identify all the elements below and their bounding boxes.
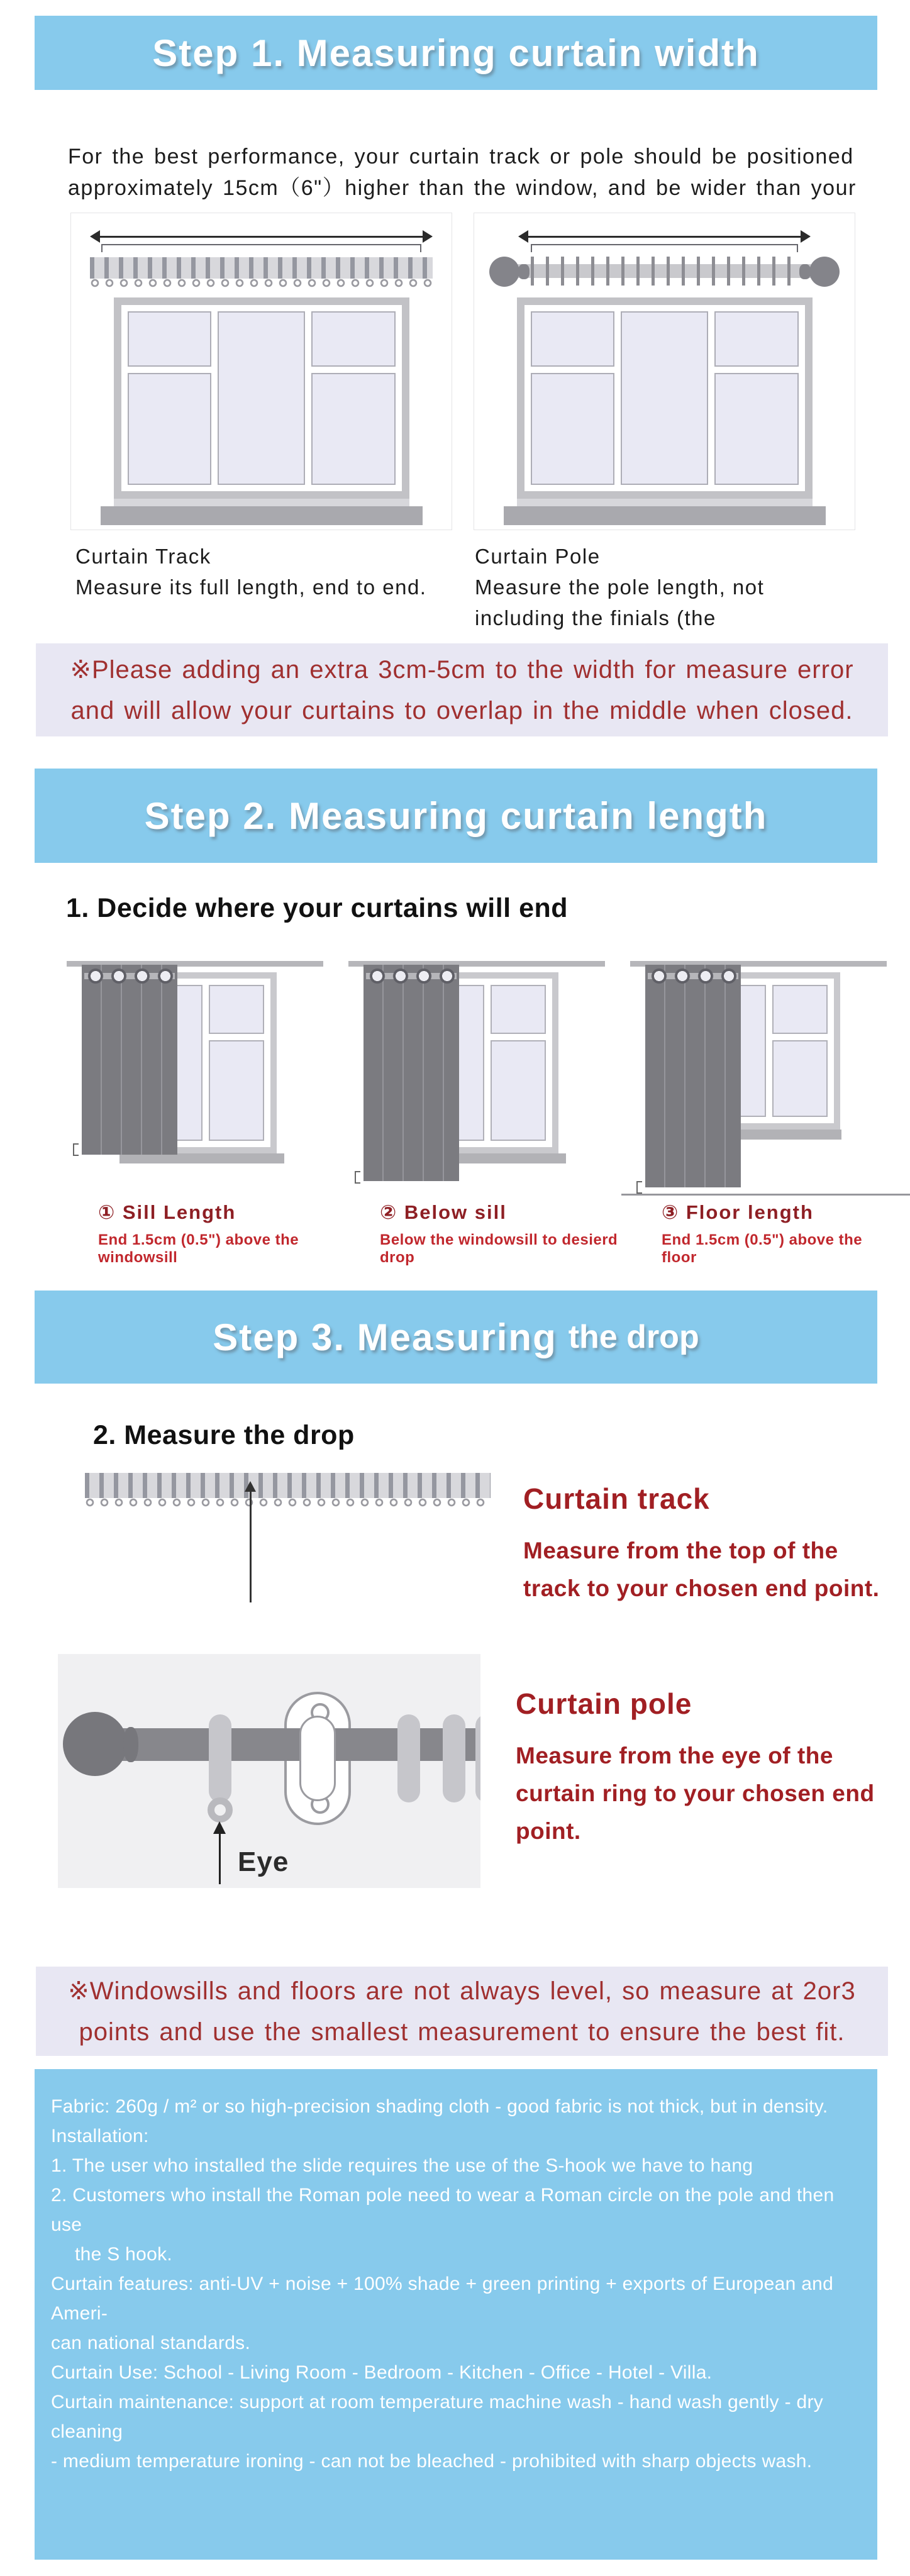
curtain-pole-text-line3: point. — [516, 1818, 581, 1844]
step2-heading: 1. Decide where your curtains will end — [66, 893, 569, 923]
curtain-ring — [209, 1714, 231, 1802]
installation-heading-line: Installation: — [51, 2126, 149, 2146]
window-sill — [101, 506, 423, 525]
curtain-track-instructions — [523, 1473, 879, 1607]
window-right-column — [491, 985, 546, 1141]
window-pane — [311, 373, 395, 485]
curtain-panel — [363, 965, 459, 1181]
curtain-track-text — [523, 1532, 879, 1607]
curtain-pole-figure — [474, 213, 855, 530]
window-right-column — [209, 985, 264, 1141]
window-pane — [772, 985, 828, 1034]
window-pane — [218, 311, 306, 485]
curtain-ring — [475, 1714, 480, 1802]
below-sill-title: ② Below sill — [380, 1201, 507, 1223]
window-sill — [504, 506, 826, 525]
window-pane — [128, 311, 211, 367]
window-right-column — [772, 985, 828, 1117]
window-pane — [311, 311, 395, 367]
sill-length-caption — [63, 1201, 345, 1267]
width-note-box — [36, 643, 888, 736]
use-line: Curtain Use: School - Living Room - Bedroom - Kitchen - Office - Hotel - Villa. — [51, 2362, 713, 2383]
curtain-track-caption-title: Curtain Track — [75, 545, 211, 568]
window-pane — [491, 1040, 546, 1141]
step1-figure-row — [70, 213, 855, 530]
installation-step2-continued-line: the S hook. — [75, 2244, 173, 2265]
window-sill-ledge — [517, 499, 813, 506]
step2-figure-row — [63, 951, 897, 1267]
window-left-column — [531, 311, 614, 485]
pole-neck-right — [799, 264, 811, 279]
pole-measuring-section — [58, 1654, 875, 1888]
curtain-pole-text — [516, 1737, 875, 1850]
window-pane — [531, 311, 614, 367]
step2-banner-title: Step 2. Measuring curtain length — [144, 794, 768, 837]
installation-step2-line: 2. Customers who install the Roman pole need to wear a Roman circle on the pole and then use — [51, 2185, 835, 2235]
up-arrow-icon — [219, 1831, 221, 1884]
measure-tick-icon — [636, 1181, 642, 1194]
double-arrow-icon — [99, 236, 424, 238]
curtain-panel — [82, 965, 177, 1155]
window-pane — [128, 373, 211, 485]
window-pane — [491, 985, 546, 1034]
curtain-track-caption — [75, 541, 453, 633]
window-right-column — [311, 311, 395, 485]
window-pane — [772, 1040, 828, 1117]
window-illustration — [114, 297, 409, 499]
measurement-bracket-icon — [101, 244, 421, 252]
eye-label: Eye — [238, 1846, 289, 1877]
curtain-pole-drop-illustration — [58, 1654, 480, 1888]
curtain-pole-text-line2: curtain ring to your chosen end — [516, 1780, 875, 1806]
below-sill-column — [345, 951, 626, 1267]
curtain-pole-text-line1: Measure from the eye of the — [516, 1743, 833, 1768]
window-pane — [714, 311, 798, 367]
curtain-panel — [645, 965, 741, 1187]
sill-length-illustration — [63, 951, 333, 1197]
below-sill-subtitle: Below the windowsill to desierd drop — [380, 1231, 618, 1266]
step2-banner — [35, 769, 877, 863]
pole-rings — [531, 257, 798, 286]
floor-length-illustration — [626, 951, 897, 1197]
measure-tick-icon — [355, 1171, 360, 1184]
window-left-column — [128, 311, 211, 485]
bracket-slot — [299, 1716, 336, 1801]
window-pane — [531, 373, 614, 485]
curtain-track-title: Curtain track — [523, 1482, 710, 1515]
fabric-info-line: Fabric: 260g / m² or so high-precision shading cloth - good fabric is not thick, but in density. — [51, 2096, 828, 2117]
step3-heading: 2. Measure the drop — [93, 1420, 355, 1450]
curtain-track-drop-illustration — [85, 1473, 491, 1607]
step3-banner-subtitle: the drop — [568, 1319, 699, 1355]
curtain-pole-illustration — [492, 255, 837, 289]
pole-neck-left — [518, 264, 530, 279]
window-pane — [209, 985, 264, 1034]
curtain-track-illustration — [90, 257, 433, 279]
product-info-box — [35, 2069, 877, 2560]
step3-banner-title: Step 3. Measuring — [213, 1316, 557, 1358]
curtain-pole-caption — [475, 541, 764, 633]
step1-banner — [35, 16, 877, 90]
intro-line-2: approximately 15cm（6"）higher than the window, and be wider than your — [68, 176, 857, 200]
window-pane — [621, 311, 709, 485]
curtain-ring — [443, 1714, 465, 1802]
up-arrow-icon — [250, 1491, 252, 1602]
width-note-line2: and will allow your curtains to overlap in the middle when closed. — [70, 696, 853, 724]
window-illustration — [517, 297, 813, 499]
double-arrow-icon — [527, 236, 802, 238]
step1-intro-paragraph — [68, 141, 885, 204]
below-sill-caption — [345, 1201, 626, 1267]
pole-neck — [123, 1727, 138, 1762]
curtain-pole-caption-line1: Measure the pole length, not — [475, 575, 765, 599]
intro-line-1: For the best performance, your curtain track or pole should be positioned — [68, 145, 854, 169]
window-right-column — [714, 311, 798, 485]
pole-finial-left — [489, 257, 519, 287]
window-pane — [714, 373, 798, 485]
installation-step1-line: 1. The user who installed the slide requires the use of the S-hook we have to hang — [51, 2155, 753, 2176]
curtain-pole-caption-title: Curtain Pole — [475, 545, 601, 568]
pole-bar — [112, 1728, 480, 1761]
window-sill — [119, 1153, 284, 1163]
step3-banner — [35, 1291, 877, 1384]
features-continued-line: can national standards. — [51, 2333, 251, 2353]
floor-line — [621, 1194, 910, 1196]
curtain-track-caption-text: Measure its full length, end to end. — [75, 575, 427, 599]
floor-length-column — [626, 951, 897, 1267]
step1-banner-title: Step 1. Measuring curtain width — [152, 31, 760, 74]
curtain-pole-caption-line2: including the finials (the — [475, 606, 716, 630]
below-sill-illustration — [345, 951, 615, 1197]
window-center-column — [218, 311, 306, 485]
pole-finial-right — [809, 257, 840, 287]
measure-tick-icon — [73, 1143, 79, 1156]
maintenance-continued-line: - medium temperature ironing - can not be bleached - prohibited with sharp objects wash. — [51, 2451, 813, 2472]
floor-length-subtitle: End 1.5cm (0.5") above the floor — [662, 1231, 863, 1266]
level-note-line1: ※Windowsills and floors are not always level, so measure at 2or3 — [68, 1977, 856, 2005]
track-gliders-illustration — [90, 279, 433, 289]
floor-length-caption — [626, 1201, 897, 1267]
curtain-pole-instructions — [516, 1654, 875, 1888]
step1-captions — [75, 541, 764, 633]
sill-length-subtitle: End 1.5cm (0.5") above the windowsill — [98, 1231, 299, 1266]
pole-finial — [63, 1712, 127, 1776]
ring-eye — [208, 1797, 233, 1823]
level-note-line2: points and use the smallest measurement to ensure the best fit. — [79, 2018, 845, 2046]
sill-length-column — [63, 951, 345, 1267]
level-note-box — [36, 1967, 888, 2056]
window-center-column — [621, 311, 709, 485]
curtain-track-text-line2: track to your chosen end point. — [523, 1575, 880, 1601]
curtain-pole-title: Curtain pole — [516, 1687, 692, 1720]
track-measuring-section — [85, 1473, 879, 1607]
maintenance-line: Curtain maintenance: support at room temperature machine wash - hand wash gently - dry cleaning — [51, 2392, 824, 2442]
features-line: Curtain features: anti-UV + noise + 100% shade + green printing + exports of European and Ameri- — [51, 2273, 834, 2324]
curtain-track-figure — [70, 213, 452, 530]
curtain-ring — [397, 1714, 420, 1802]
track-gliders-illustration — [85, 1498, 491, 1509]
window-pane — [209, 1040, 264, 1141]
sill-length-title: ① Sill Length — [98, 1201, 236, 1223]
width-note-line1: ※Please adding an extra 3cm-5cm to the width for measure error — [70, 655, 854, 684]
curtain-track-illustration — [85, 1473, 491, 1498]
curtain-track-text-line1: Measure from the top of the — [523, 1538, 838, 1563]
measurement-bracket-icon — [531, 244, 798, 252]
window-sill-ledge — [114, 499, 409, 506]
floor-length-title: ③ Floor length — [662, 1201, 814, 1223]
